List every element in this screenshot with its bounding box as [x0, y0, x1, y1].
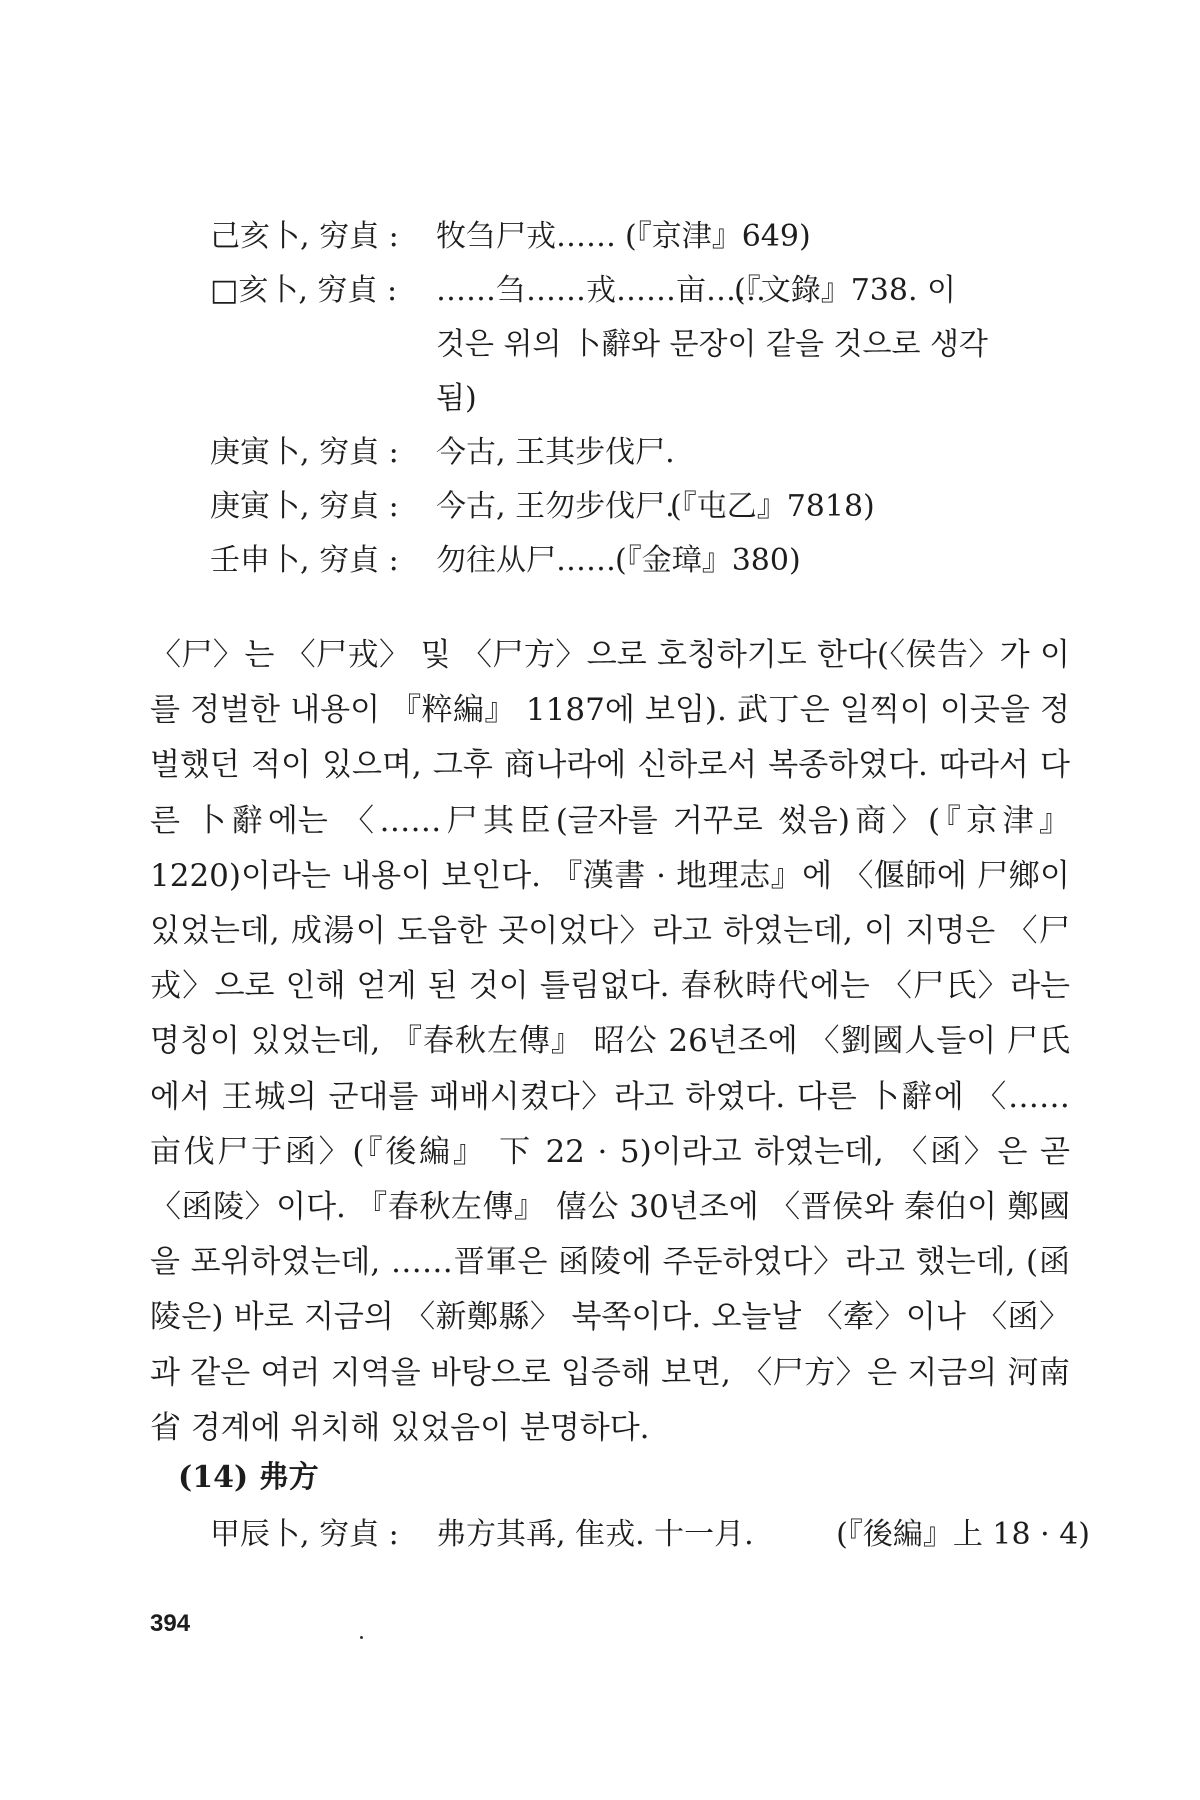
- oracle-inscriptions: [210, 210, 1090, 588]
- oracle-source: (『屯乙』7818): [670, 489, 875, 524]
- oracle-head: 庚寅卜, 穷貞 :: [210, 489, 399, 524]
- oracle-source: (『文錄』738. 이: [734, 273, 957, 308]
- oracle-note-line: 됨): [436, 381, 477, 416]
- oracle-line: [210, 426, 1090, 480]
- oracle-head: □亥卜, 穷貞 :: [210, 273, 398, 308]
- oracle-line: [210, 1508, 1090, 1562]
- oracle-head: 庚寅卜, 穷貞 :: [210, 435, 399, 470]
- oracle-line: [210, 534, 1090, 588]
- oracle-source: (『金璋』380): [615, 543, 801, 578]
- oracle-text: 勿往从尸……: [436, 543, 616, 578]
- oracle-line: [210, 210, 1090, 264]
- oracle-text: 弗方其爯, 隹戎. 十一月.: [436, 1517, 754, 1552]
- oracle-source: (『後編』上 18 · 4): [836, 1517, 1090, 1552]
- body-paragraph: [150, 628, 1070, 1456]
- oracle-head: 壬申卜, 穷貞 :: [210, 543, 399, 578]
- oracle-text: 牧刍尸戎……: [436, 219, 616, 254]
- oracle-head: 甲辰卜, 穷貞 :: [210, 1517, 399, 1552]
- section-heading: (14) 弗方: [178, 1460, 319, 1495]
- page-number: 394: [150, 1610, 191, 1637]
- ink-speck: [360, 1636, 363, 1639]
- oracle-source: (『京津』649): [625, 219, 811, 254]
- oracle-head: 己亥卜, 穷貞 :: [210, 219, 399, 254]
- oracle-note-line: 것은 위의 卜辭와 문장이 같을 것으로 생각: [436, 327, 988, 362]
- oracle-line: [210, 264, 1090, 318]
- oracle-text: 今古, 王其步伐尸.: [436, 435, 675, 470]
- oracle-line: [210, 480, 1090, 534]
- oracle-text: 今古, 王勿步伐尸.: [436, 489, 675, 524]
- paragraph-text: 〈尸〉는 〈尸戎〉 및 〈尸方〉으로 호칭하기도 한다(〈侯告〉가 이를 정벌한 내용이 『粹編』 1187에 보임). 武丁은 일찍이 이곳을 정벌했던 적이 있으며, 그후 商나라에 신하로서 복종하였다. 따라서 다른 卜辭에는 〈……尸其臣(글자를 거꾸로 썼음)商〉(『京津』 1220)이라는 내용이 보인다. 『漢書 · 地理志』에 〈偃師에 尸鄉이 있었는데, 成湯이 도읍한 곳이었다〉라고 하였는데, 이 지명은 〈尸戎〉으로 인해 얻게 된 것이 틀림없다. 春秋時代에는 〈尸氏〉라는 명칭이 있었는데, 『春秋左傳』 昭公 26년조에 〈劉國人들이 尸氏에서 王城의 군대를 패배시켰다〉라고 하였다. 다른 卜辭에 〈……亩伐尸于函〉(『後編』 下 22 · 5)이라고 하였는데, 〈函〉은 곧 〈函陵〉이다. 『春秋左傳』 僖公 30년조에 〈晋侯와 秦伯이 鄭國을 포위하였는데, ……晋軍은 函陵에 주둔하였다〉라고 했는데, (函陵은) 바로 지금의 〈新鄭縣〉 북쪽이다. 오늘날 〈牽〉이나 〈函〉과 같은 여러 지역을 바탕으로 입증해 보면, 〈尸方〉은 지금의 河南省 경계에 위치해 있었음이 분명하다.: [150, 637, 1070, 1446]
- oracle-text: ……刍……戎……亩……: [436, 273, 766, 308]
